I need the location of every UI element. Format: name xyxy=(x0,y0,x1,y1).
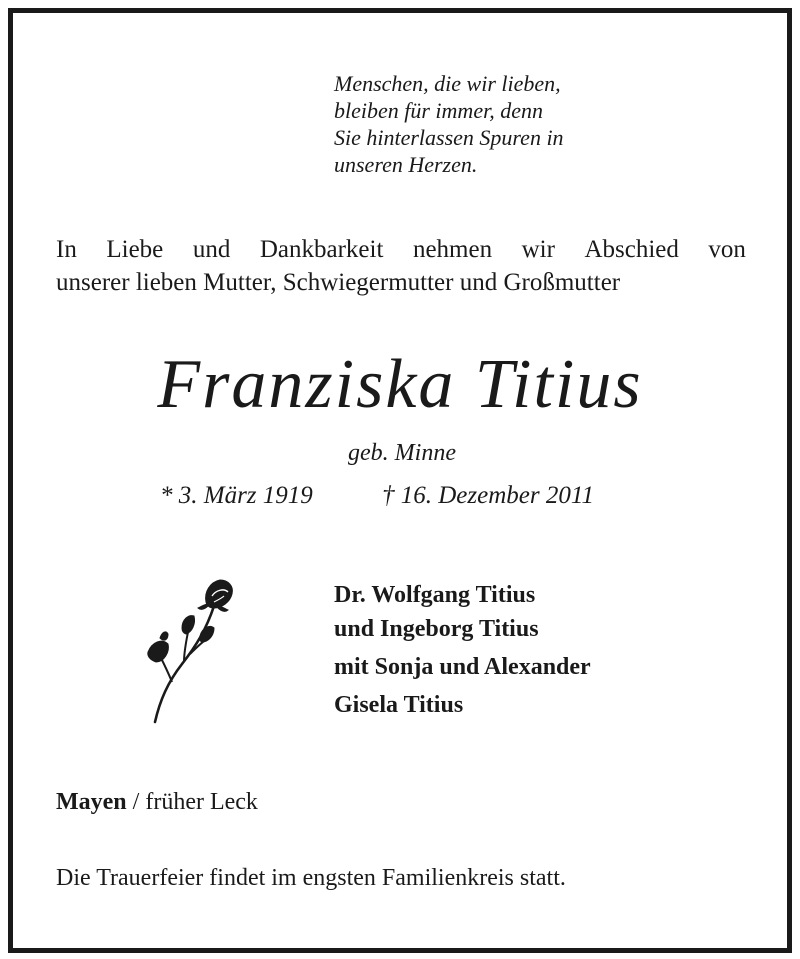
rose-icon xyxy=(138,572,248,727)
mourner-line: Gisela Titius xyxy=(334,692,464,718)
mourner-line: und Ingeborg Titius xyxy=(334,616,539,642)
motto-verse xyxy=(334,70,694,178)
mourner-line: mit Sonja und Alexander xyxy=(334,654,591,680)
location-current: Mayen xyxy=(56,789,127,815)
intro-text xyxy=(56,233,746,299)
mourner-line: Dr. Wolfgang Titius xyxy=(334,582,536,608)
intro-line xyxy=(56,233,746,266)
intro-word: nehmen xyxy=(412,236,493,263)
motto-line: Menschen, die wir lieben, xyxy=(334,71,561,96)
motto-line: unseren Herzen. xyxy=(334,152,478,177)
location-separator: / xyxy=(126,789,146,815)
deceased-name: Franziska Titius xyxy=(157,346,643,423)
intro-line: unserer lieben Mutter, Schwiegermutter und Großmutter xyxy=(56,269,621,296)
intro-word: von xyxy=(708,236,746,263)
intro-word: Dankbarkeit xyxy=(259,236,384,263)
intro-word: Abschied xyxy=(584,236,679,263)
motto-line: bleiben für immer, denn xyxy=(334,98,543,123)
maiden-name: geb. Minne xyxy=(348,440,456,466)
intro-word: und xyxy=(192,236,231,263)
death-date: † 16. Dezember 2011 xyxy=(382,482,594,509)
birth-date: * 3. März 1919 xyxy=(160,482,313,509)
motto-line: Sie hinterlassen Spuren in xyxy=(334,125,564,150)
location xyxy=(56,786,258,818)
intro-word: In xyxy=(56,236,77,263)
intro-word: Liebe xyxy=(106,236,164,263)
funeral-notice: Die Trauerfeier findet im engsten Familienkreis statt. xyxy=(56,865,566,891)
mourners-list xyxy=(334,578,754,722)
intro-word: wir xyxy=(521,236,555,263)
location-former: früher Leck xyxy=(145,789,258,815)
